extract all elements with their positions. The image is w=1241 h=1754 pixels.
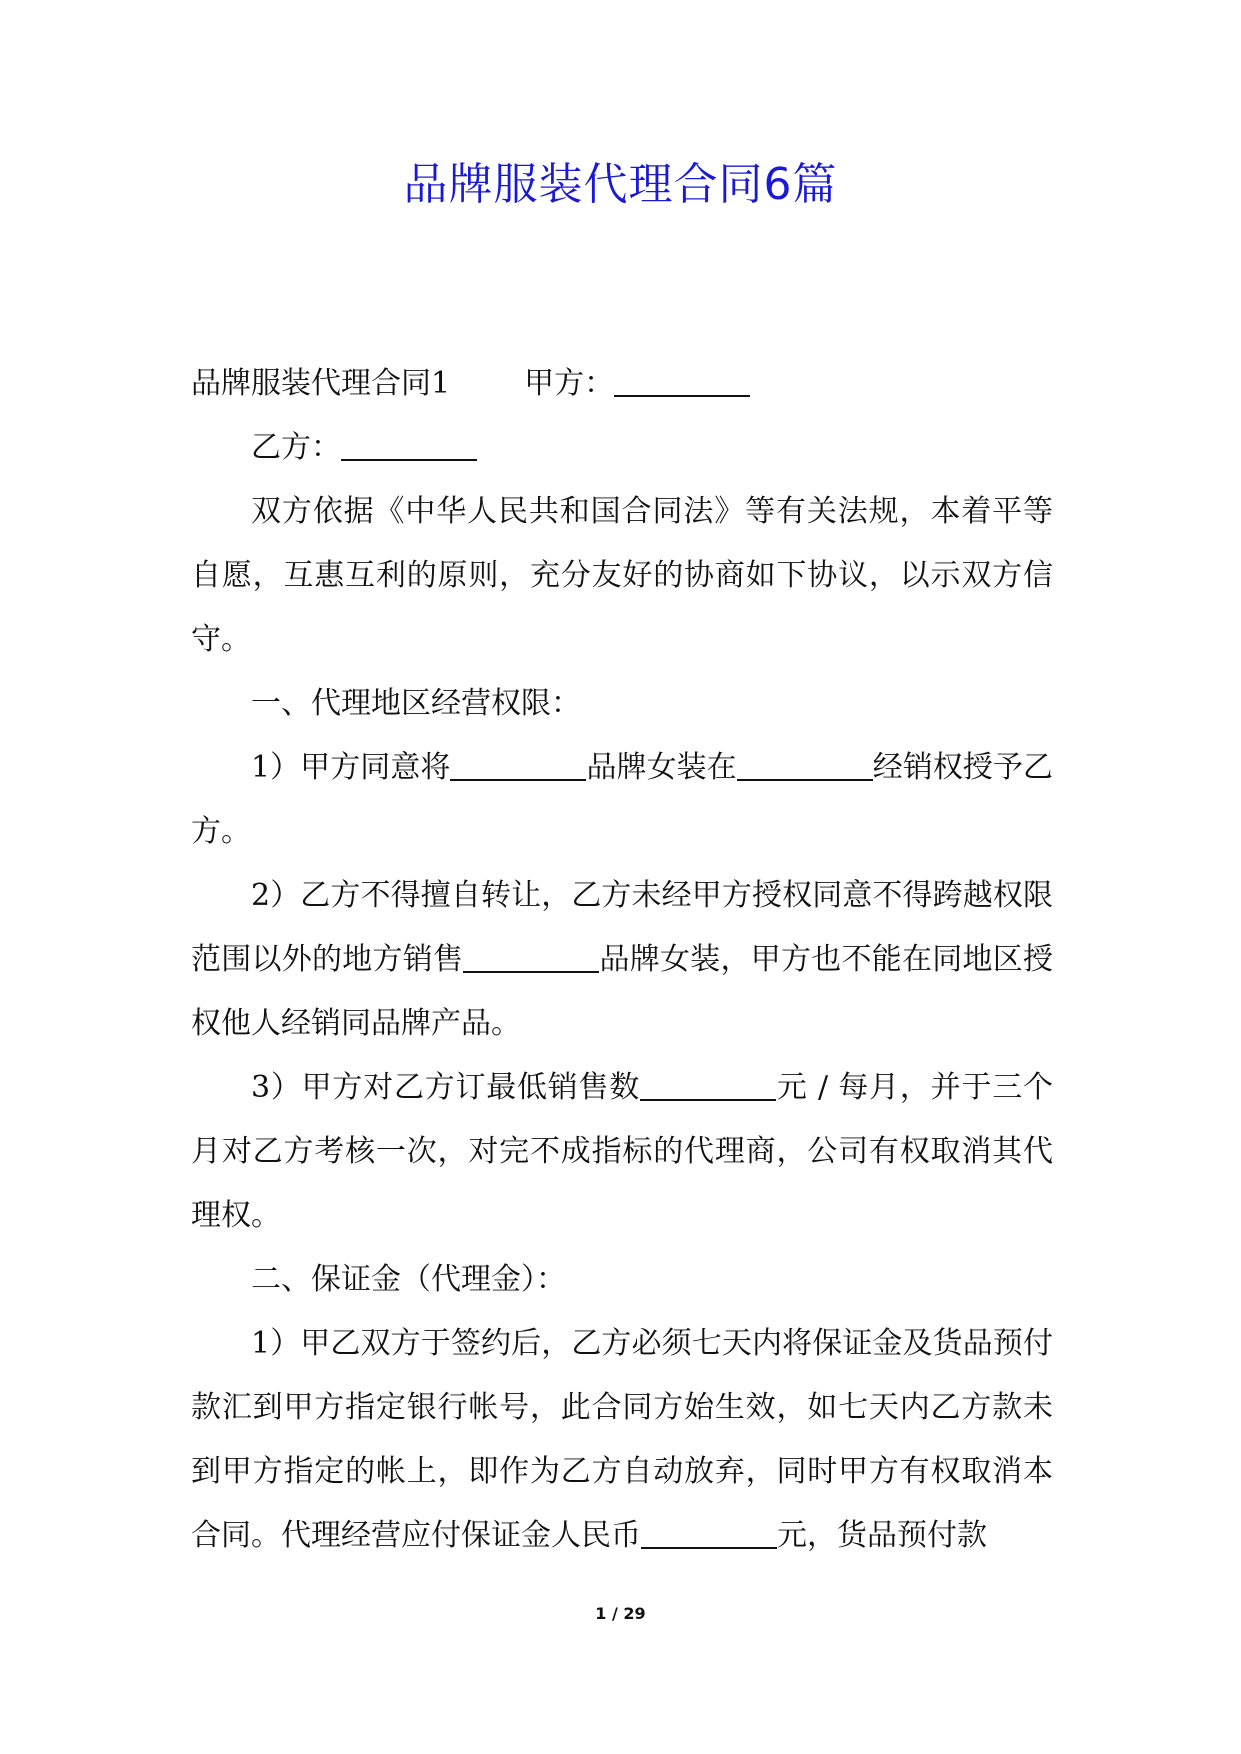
document-title: 品牌服装代理合同6篇 bbox=[403, 159, 838, 210]
party-b-label: 乙方： bbox=[251, 430, 341, 465]
sales-blank bbox=[640, 1069, 776, 1101]
clause-1-2-text-b: 品牌女装，甲方也不能在同地区授权他人经销同品牌产品。 bbox=[191, 942, 1053, 1041]
document-body bbox=[191, 352, 1053, 1568]
party-b-blank bbox=[341, 429, 477, 461]
clause-1-1-text-c: 经销权授予乙方。 bbox=[191, 750, 1054, 849]
region-blank bbox=[737, 749, 873, 781]
brand-blank-2 bbox=[463, 941, 599, 973]
clause-2-1-text-b: 元，货品预付款 bbox=[777, 1518, 987, 1553]
party-b-line bbox=[191, 416, 1053, 480]
clause-1-3 bbox=[191, 1056, 1053, 1248]
clause-2-1 bbox=[191, 1312, 1053, 1568]
clause-1-3-text-a: 3）甲方对乙方订最低销售数 bbox=[251, 1070, 641, 1105]
clause-2-1-text-a: 1）甲乙双方于签约后，乙方必须七天内将保证金及货品预付款汇到甲方指定银行帐号，此合同方始生效，如七天内乙方款未到甲方指定的帐上，即作为乙方自动放弃，同时甲方有权取消本合同。代理经营应付保证金人民币 bbox=[191, 1326, 1053, 1553]
brand-blank bbox=[450, 749, 586, 781]
section-heading-1: 一、代理地区经营权限： bbox=[251, 686, 581, 721]
party-a-blank bbox=[614, 365, 750, 397]
clause-1-2-text-a: 2）乙方不得擅自转让，乙方未经甲方授权同意不得跨越权限范围以外的地方销售 bbox=[191, 878, 1053, 977]
intro-paragraph: 双方依据《中华人民共和国合同法》等有关法规，本着平等自愿，互惠互利的原则，充分友好的协商如下协议，以示双方信守。 bbox=[191, 494, 1053, 657]
clause-1-3-text-b: 元 / 每月，并于三个月对乙方考核一次，对完不成指标的代理商，公司有权取消其代理权。 bbox=[191, 1070, 1053, 1233]
section-heading-2: 二、保证金（代理金）： bbox=[251, 1262, 566, 1297]
clause-1-1 bbox=[191, 736, 1053, 864]
clause-1-1-text-b: 品牌女装在 bbox=[586, 750, 737, 785]
deposit-blank bbox=[641, 1517, 777, 1549]
party-a-label: 甲方： bbox=[524, 366, 615, 401]
clause-1-1-text-a: 1）甲方同意将 bbox=[251, 750, 451, 785]
contract-subtitle: 品牌服装代理合同1 bbox=[191, 366, 451, 401]
clause-1-2 bbox=[191, 864, 1053, 1056]
page-number: 1 / 29 bbox=[595, 1604, 646, 1623]
contract-header-line bbox=[191, 352, 1053, 416]
